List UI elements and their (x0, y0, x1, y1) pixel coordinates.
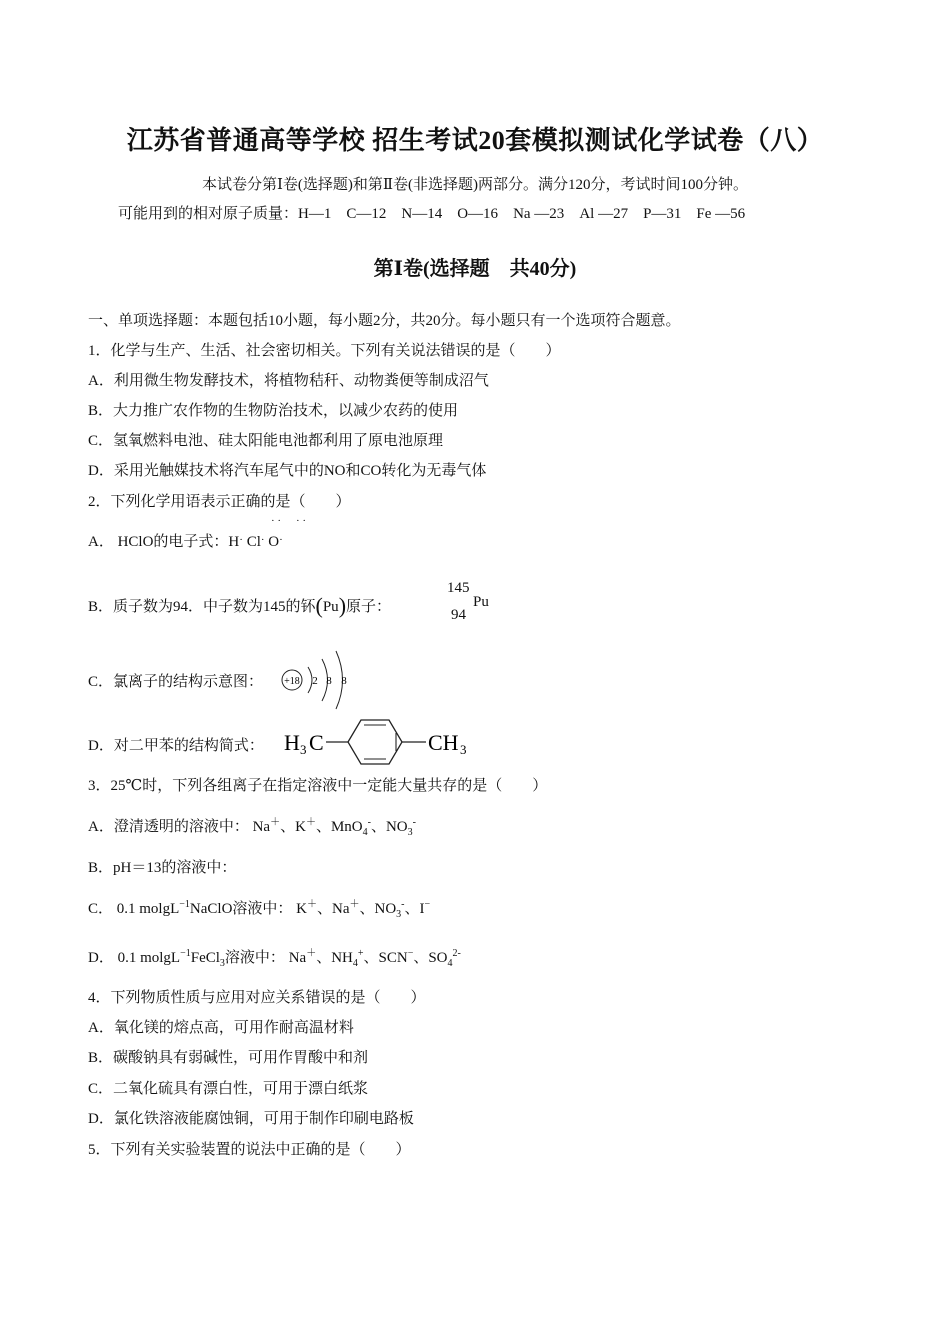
q1-option-b: B．大力推广农作物的生物防治技术，以减少农药的使用 (88, 403, 459, 419)
shell-electrons-3: 8 (341, 675, 347, 687)
q4-option-b: B．碳酸钠具有弱碱性，可用作胃酸中和剂 (88, 1050, 369, 1066)
masses-label: 可能用到的相对原子质量： (118, 206, 299, 222)
h3c-h: H (284, 730, 300, 755)
chloride-ion-diagram (278, 647, 358, 713)
h3c-sub: 3 (300, 742, 307, 757)
mass-h: H—1 (298, 206, 332, 222)
q3-c-mid: NaClO溶液中： (189, 901, 293, 917)
nucleus-charge: +18 (284, 676, 300, 687)
q3-a-prefix: A．澄清透明的溶液中： (88, 819, 249, 835)
mass-o: O—16 (457, 206, 499, 222)
ch3-ch: CH (428, 730, 459, 755)
q1-option-d: D．采用光触媒技术将汽车尾气中的NO和CO转化为无毒气体 (88, 463, 487, 479)
p-xylene-structure (284, 712, 474, 768)
mass-n: N—14 (401, 206, 443, 222)
mass-c: C—12 (346, 206, 387, 222)
q3-option-d: D． 0.1 molgL$^{-1}$FeCl$_3$溶液中： Na＋、$NH_4^+$、SCN−、$SO_4^{2-}$ (88, 948, 461, 969)
nuclide-symbol: Pu (473, 594, 489, 610)
q4-option-c: C．二氧化硫具有漂白性，可用于漂白纸浆 (88, 1081, 369, 1097)
shell-electrons-2: 8 (326, 675, 332, 687)
q4-option-d: D．氯化铁溶液能腐蚀铜，可用于制作印刷电路板 (88, 1111, 414, 1127)
h-atom: H (228, 534, 240, 550)
section-title: 第Ⅰ卷(选择题 共40分) (373, 258, 577, 280)
ch3-sub: 3 (460, 742, 467, 757)
h3c-c: C (309, 730, 324, 755)
mass-al: Al —27 (579, 206, 629, 222)
q3-d-mid2: 溶液中： (224, 950, 285, 966)
exam-intro: 本试卷分第Ⅰ卷(选择题)和第Ⅱ卷(非选择题)两部分。满分120分，考试时间100分钟。 (201, 177, 749, 193)
q3-d-mid: FeCl (190, 950, 220, 966)
q4-option-a: A．氧化镁的熔点高，可用作耐高温材料 (88, 1020, 354, 1036)
q2-stem: 2．下列化学用语表示正确的是（ ） (88, 494, 351, 510)
q2-option-a: A． HClO的电子式：H· Cl· O· (88, 534, 283, 550)
q2-b-suffix: 原子： (346, 599, 392, 615)
mass-na: Na —23 (513, 206, 565, 222)
shell-electrons-1: 2 (312, 675, 318, 687)
q3-d-prefix: D． 0.1 molgL (88, 950, 181, 966)
q3-c-prefix: C． 0.1 molgL (88, 901, 180, 917)
mass-fe: Fe —56 (696, 206, 746, 222)
exam-title: 江苏省普通高等学校 招生考试20套模拟测试化学试卷（八） (126, 126, 824, 155)
q3-stem: 3．25℃时，下列各组离子在指定溶液中一定能大量共存的是（ ） (88, 778, 548, 794)
nuclide-mass-number: 145 (447, 580, 470, 596)
q4-stem: 4．下列物质性质与应用对应关系错误的是（ ） (88, 990, 426, 1006)
q1-option-c: C．氢氧燃料电池、硅太阳能电池都利用了原电池原理 (88, 433, 444, 449)
q3-option-b: B．pH＝13的溶液中： (88, 860, 237, 876)
nuclide-atomic-number: 94 (451, 607, 466, 623)
cl-atom: Cl (246, 534, 261, 550)
q2-option-d: D．对二甲苯的结构简式： (88, 738, 264, 754)
q3-option-c: C． 0.1 molgL$^{-1}$NaClO溶液中： K＋、Na＋、$NO_3^-$、I− (88, 899, 431, 920)
mass-p: P—31 (643, 206, 682, 222)
q1-stem: 1．化学与生产、生活、社会密切相关。下列有关说法错误的是（ ） (88, 343, 561, 359)
atomic-masses (118, 202, 745, 223)
q2-option-c: C．氯离子的结构示意图： (88, 674, 264, 690)
q5-stem: 5．下列有关实验装置的说法中正确的是（ ） (88, 1142, 411, 1158)
q2-b-prefix: B．质子数为94．中子数为145的钚 (88, 599, 316, 615)
q2-b-element: Pu (322, 599, 339, 615)
exam-page: 江苏省普通高等学校 招生考试20套模拟测试化学试卷（八） 本试卷分第Ⅰ卷(选择题)和第Ⅱ卷(非选择题)两部分。满分120分，考试时间100分钟。 可能用到的相对原子质量：H—1 C—12 N—14 O—16 Na —23 Al —27 P—31 Fe —56 第Ⅰ卷(选择题 共40分) 一、单项选择题：本题包括10小题，每小题2分，共20分。每小题只有一个选项符合题意。 1．化学与生产、生活、社会密切相关。下列有关说法错误的是（ ） A．利用微生物发酵技术，将植物秸秆、动物粪便等制成沼气 B．大力推广农作物的生物防治技术，以减少农药的使用 C．氢氧燃料电池、硅太阳能电池都利用了原电池原理 D．采用光触媒技术将汽车尾气中的NO和CO转化为无毒气体 2．下列化学用语表示正确的是（ ） A． HClO的电子式：H· Cl· O· · · · · B．质子数为94．中子数为145的钚(Pu)原子： 145 94 Pu C．氯离子的结构示意图： +18 2 8 8 D．对二甲苯的结构简式： H 3 C CH 3 3．25℃时，下列各组离子在指定溶液中一定能大量共存的是（ ） A．澄清透明的溶液中： Na＋、K＋、MnO$_4$-、$NO_3^-$ B．pH＝13的溶液中： C． 0.1 molgL$^{-1}$NaClO溶液中： K＋、Na＋、$NO_3^-$、I− D． 0.1 molgL$^{-1}$FeCl$_3$溶液中： Na＋、$NH_4^+$、SCN−、$SO_4^{2-}$ 4．下列物质性质与应用对应关系错误的是（ ） A．氧化镁的熔点高，可用作耐高温材料 B．碳酸钠具有弱碱性，可用作胃酸中和剂 C．二氧化硫具有漂白性，可用于漂白纸浆 D．氯化铁溶液能腐蚀铜，可用于制作印刷电路板 5．下列有关实验装置的说法中正确的是（ ） (0, 0, 950, 1344)
q2-option-b: B．质子数为94．中子数为145的钚(Pu)原子： (88, 593, 392, 618)
part-one-instructions: 一、单项选择题：本题包括10小题，每小题2分，共20分。每小题只有一个选项符合题意。 (88, 313, 681, 329)
benzene-ring (348, 720, 402, 764)
o-atom: O (268, 534, 280, 550)
q3-option-a: A．澄清透明的溶液中： Na＋、K＋、MnO$_4$-、$NO_3^-$ (88, 817, 416, 838)
q2-a-prefix: A． HClO的电子式： (88, 534, 229, 550)
q1-option-a: A．利用微生物发酵技术，将植物秸秆、动物粪便等制成沼气 (88, 373, 489, 389)
